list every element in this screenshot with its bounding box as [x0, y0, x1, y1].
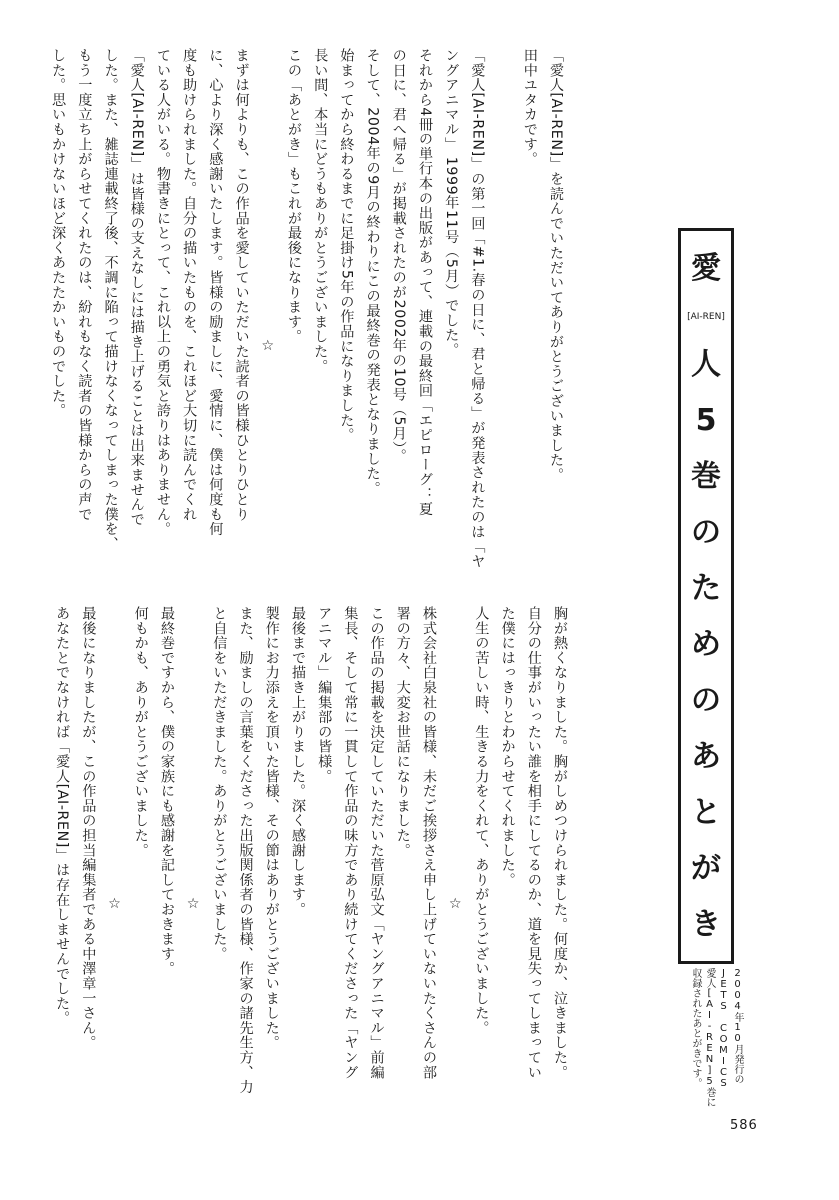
text-line: 「愛人[AI-REN]」は皆様の支えなしには描き上げることは出来ませんで	[128, 48, 145, 527]
text-line: 集長、そして常に一貫して作品の味方であり続けてくださった「ヤング	[342, 606, 359, 1080]
section-divider-star: ☆	[185, 896, 202, 913]
section-divider-star: ☆	[259, 338, 276, 355]
text-line: 「愛人[AI-REN]」の第一回「#1.春の日に、君と帰る」が発表されたのは「ヤ	[469, 48, 486, 569]
title-char: 巻	[691, 459, 721, 494]
text-line: に、心より深く感謝いたします。皆様の励ましに、愛情に、僕は何度も何	[207, 48, 224, 537]
text-line: まずは何よりも、この作品を愛していただいた読者の皆様ひとりひとり	[233, 48, 250, 522]
note-line: 2004年10月発行の	[732, 968, 743, 1084]
text-line: 長い間、本当にどうもありがとうございました。	[312, 48, 329, 374]
text-line: 「愛人[AI-REN]」を読んでいただいてありがとうございました。	[548, 48, 564, 483]
afterword-text-lower	[49, 606, 573, 1114]
publication-note	[674, 968, 744, 1107]
text-line: 自分の仕事がいったい誰を相手にしてるのか、道を見失ってしまってい	[525, 606, 542, 1080]
title-subtitle: [AI-REN]	[687, 311, 725, 322]
note-line: JETS COMICS	[718, 968, 729, 1089]
text-line: そして、2004年の9月の終わりにこの最終巻の発表となりました。	[364, 48, 381, 496]
text-line: 度も助けられました。自分の描いたものを、これほど大切に読んでくれ	[181, 48, 198, 522]
title-char: あ	[691, 739, 721, 774]
text-line: もう一度立ち上がらせてくれたのは、紛れもなく読者の皆様からの声で	[76, 48, 93, 522]
title-char: き	[691, 907, 721, 942]
text-line: 製作にお力添えを頂いた皆様、その節はありがとうございました。	[263, 606, 280, 1050]
title-char: と	[691, 795, 721, 830]
note-line: 愛人[AI-REN]5巻に	[704, 968, 715, 1107]
text-line: と自信をいただきました。ありがとうございました。	[211, 606, 228, 962]
text-line: 何もかも、ありがとうございました。	[132, 606, 149, 858]
text-line: 最終巻ですから、僕の家族にも感謝を記しておきます。	[158, 606, 175, 976]
title-char: が	[691, 851, 721, 886]
title-char: た	[691, 571, 721, 606]
text-line: した。思いもかけないほど深くあたたかいものでした。	[50, 48, 67, 418]
section-divider-star: ☆	[106, 896, 123, 913]
text-line: 最後まで描き上がりました。深く感謝します。	[289, 606, 306, 917]
title-char: 人	[691, 347, 721, 382]
text-line: 人生の苦しい時、生きる力をくれて、ありがとうございました。	[473, 606, 490, 1036]
title-char: め	[691, 627, 721, 662]
title-box	[678, 228, 734, 964]
text-line: 始まってから終わるまでに足掛け5年の作品になりました。	[338, 48, 355, 443]
text-line: それから4冊の単行本の出版があって、連載の最終回「エピローグ：夏	[416, 48, 433, 517]
text-line: 田中ユタカです。	[521, 48, 538, 167]
afterword-text-upper	[45, 48, 569, 588]
text-line: 胸が熱くなりました。胸がしめつけられました。何度か、泣きました。	[552, 606, 568, 1080]
text-line: 署の方々、大変お世話になりました。	[394, 606, 411, 858]
text-line: この作品の掲載を決定していただいた菅原弘文「ヤングアニマル」前編	[368, 606, 385, 1080]
section-divider-star: ☆	[447, 896, 464, 913]
text-line: 最後になりましたが、この作品の担当編集者である中澤章一さん。	[80, 606, 97, 1050]
text-line: あなたとでなければ「愛人[AI-REN]」は存在しませんでした。	[54, 606, 71, 1026]
text-line: この「あとがき」もこれが最後になります。	[285, 48, 302, 344]
title-char: 5	[695, 403, 717, 438]
blank-line	[490, 48, 516, 588]
text-line: した。また、雑誌連載終了後、不調に陥って描けなくなってしまった僕を、	[102, 48, 119, 552]
text-line: ている人がいる。物書きにとって、これ以上の勇気と誇りはありません。	[154, 48, 171, 537]
text-line: た僕にはっきりとわからせてくれました。	[499, 606, 516, 888]
text-line: 株式会社白泉社の皆様、未だご挨拶さえ申し上げていないたくさんの部	[420, 606, 437, 1080]
text-line: アニマル」編集部の皆様。	[316, 606, 333, 784]
text-line: また、励ましの言葉をくださった出版関係者の皆様、作家の諸先生方、力	[237, 606, 254, 1095]
title-char: の	[691, 515, 721, 550]
note-line: 収録されたあとがきです。	[690, 968, 701, 1088]
title-char: 愛	[691, 251, 721, 286]
text-line: ングアニマル」 1999年11号（5月）でした。	[443, 48, 460, 358]
title-char: の	[691, 683, 721, 718]
page-number: 586	[730, 1118, 758, 1133]
text-line: の日に、君へ帰る」が掲載されたのが2002年の10号（5月）。	[390, 48, 407, 464]
